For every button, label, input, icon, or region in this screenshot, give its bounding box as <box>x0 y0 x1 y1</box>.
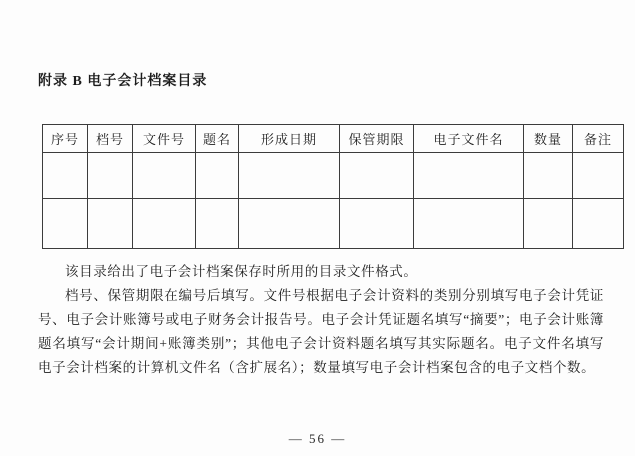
table-cell <box>573 153 624 199</box>
column-header-serial-number: 序号 <box>43 125 88 153</box>
table-row <box>43 199 624 249</box>
column-header-title: 题名 <box>196 125 239 153</box>
column-header-remarks: 备注 <box>573 125 624 153</box>
table-cell <box>524 153 573 199</box>
table-cell <box>43 199 88 249</box>
table-cell <box>340 153 414 199</box>
column-header-document-number: 文件号 <box>133 125 196 153</box>
table-cell <box>524 199 573 249</box>
column-header-formation-date: 形成日期 <box>239 125 340 153</box>
column-header-file-number: 档号 <box>88 125 133 153</box>
table-cell <box>88 199 133 249</box>
table-cell <box>196 199 239 249</box>
paragraph-filling-instructions: 档号、保管期限在编号后填写。文件号根据电子会计资料的类别分别填写电子会计凭证号、电子会计账簿号或电子财务会计报告号。电子会计凭证题名填写“摘要”；电子会计账簿题名填写“会计期间+账簿类别”；其他电子会计资料题名填写其实际题名。电子文件名填写电子会计档案的计算机文件名（含扩展名）；数量填写电子会计档案包含的电子文档个数。 <box>38 288 604 375</box>
paragraph-directory-format: 该目录给出了电子会计档案保存时所用的目录文件格式。 <box>65 264 418 279</box>
archive-catalog-table <box>42 124 624 249</box>
column-header-quantity: 数量 <box>524 125 573 153</box>
table-cell <box>196 153 239 199</box>
table-cell <box>88 153 133 199</box>
table-cell <box>573 199 624 249</box>
table-cell <box>239 153 340 199</box>
body-text <box>38 260 604 380</box>
table-header-row <box>43 125 624 153</box>
page-number: — 56 — <box>288 431 347 446</box>
table-cell <box>414 199 524 249</box>
table-cell <box>133 153 196 199</box>
table-cell <box>133 199 196 249</box>
table-cell <box>239 199 340 249</box>
column-header-electronic-filename: 电子文件名 <box>414 125 524 153</box>
table-cell <box>43 153 88 199</box>
column-header-retention-period: 保管期限 <box>340 125 414 153</box>
table-cell <box>340 199 414 249</box>
appendix-heading: 附录 B 电子会计档案目录 <box>38 74 208 89</box>
table-cell <box>414 153 524 199</box>
table-row <box>43 153 624 199</box>
